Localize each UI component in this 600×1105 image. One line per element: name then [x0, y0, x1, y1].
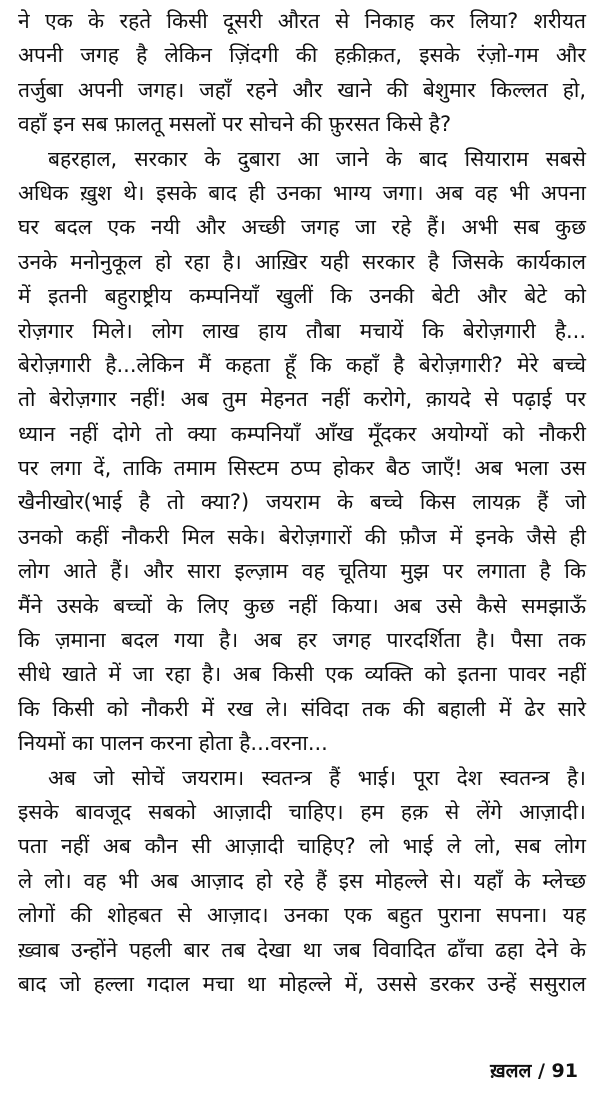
text-line: कि किसी को नौकरी में रख ले। संविदा तक की बहाली में ढेर सारे: [18, 696, 586, 721]
text-line: ख़्वाब उन्होंने पहली बार तब देखा था जब विवादित ढाँचा ढहा देने के: [18, 937, 586, 962]
text-line: बहरहाल, सरकार के दुबारा आ जाने के बाद सियाराम सबसे: [48, 146, 586, 171]
text-line: मैंने उसके बच्चों के लिए कुछ नहीं किया। अब उसे कैसे समझाऊँ: [18, 593, 586, 618]
text-line: अधिक ख़ुश थे। इसके बाद ही उनका भाग्य जगा। अब वह भी अपना: [18, 180, 586, 205]
text-line: में इतनी बहुराष्ट्रीय कम्पनियाँ खुलीं कि उनकी बेटी और बेटे को: [18, 284, 586, 309]
text-line: घर बदल एक नयी और अच्छी जगह जा रहे हैं। अभी सब कुछ: [18, 215, 586, 240]
text-line: पर लगा दें, ताकि तमाम सिस्टम ठप्प होकर बैठ जाएँ! अब भला उस: [18, 456, 586, 481]
text-line: उनको कहीं नौकरी मिल सके। बेरोज़गारों की फ़ौज में इनके जैसे ही: [18, 524, 586, 549]
text-line: कि ज़माना बदल गया है। अब हर जगह पारदर्शिता है। पैसा तक: [18, 628, 586, 653]
text-line: अपनी जगह है लेकिन ज़िंदगी की हक़ीक़त, इसके रंज़ो-गम और: [18, 43, 586, 68]
text-line: तर्जुबा अपनी जगह। जहाँ रहने और खाने की बेशुमार किल्लत हो,: [18, 77, 586, 102]
text-line: नियमों का पालन करना होता है...वरना...: [18, 731, 328, 756]
page-footer: ख़लल / 91: [490, 1060, 578, 1082]
text-line: लोग आते हैं। और सारा इल्ज़ाम वह चूतिया मुझ पर लगाता है कि: [18, 559, 586, 584]
text-line: पता नहीं अब कौन सी आज़ादी चाहिए? लो भाई ले लो, सब लोग: [18, 834, 586, 859]
text-line: उनके मनोनुकूल हो रहा है। आख़िर यही सरकार है जिसके कार्यकाल: [18, 249, 586, 274]
text-line: बाद जो हल्ला गदाल मचा था मोहल्ले में, उससे डरकर उन्हें ससुराल: [18, 971, 586, 996]
text-line: ध्यान नहीं दोगे तो क्या कम्पनियाँ आँख मूँदकर अयोग्यों को नौकरी: [18, 421, 586, 446]
text-line: बेरोज़गारी है...लेकिन मैं कहता हूँ कि कहाँ है बेरोज़गारी? मेरे बच्चे: [18, 352, 586, 377]
text-line: लोगों की शोहबत से आज़ाद। उनका एक बहुत पुराना सपना। यह: [18, 903, 586, 928]
text-line: इसके बावजूद सबको आज़ादी चाहिए। हम हक़ से लेंगे आज़ादी।: [18, 799, 586, 824]
text-line: रोज़गार मिले। लोग लाख हाय तौबा मचायें कि बेरोज़गारी है...: [18, 318, 586, 343]
text-line: वहाँ इन सब फ़ालतू मसलों पर सोचने की फ़ुरसत किसे है?: [18, 112, 452, 137]
text-line: तो बेरोज़गार नहीं! अब तुम मेहनत नहीं करोगे, क़ायदे से पढ़ाई पर: [18, 387, 586, 412]
text-line: ने एक के रहते किसी दूसरी औरत से निकाह कर लिया? शरीयत: [18, 9, 586, 33]
text-line: अब जो सोचें जयराम। स्वतन्त्र हैं भाई। पूरा देश स्वतन्त्र है।: [48, 765, 586, 790]
page-body: [18, 4, 586, 1001]
text-line: ले लो। वह भी अब आज़ाद हो रहे हैं इस मोहल्ले से। यहाँ के म्लेच्छ: [18, 868, 586, 893]
text-line: खैनीखोर(भाई है तो क्या?) जयराम के बच्चे किस लायक़ हैं जो: [18, 490, 586, 515]
text-line: सीधे खाते में जा रहा है। अब किसी एक व्यक्ति को इतना पावर नहीं: [18, 662, 586, 687]
